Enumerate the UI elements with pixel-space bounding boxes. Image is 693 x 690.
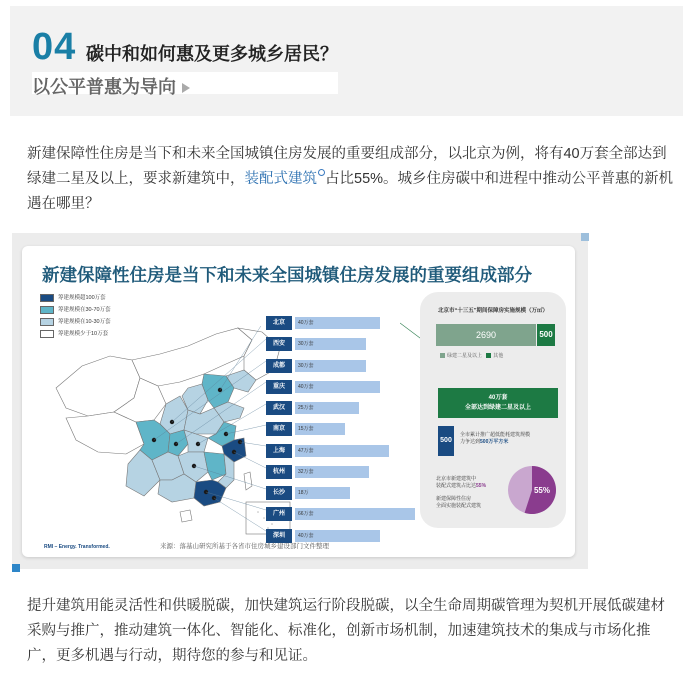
city-name: 重庆: [266, 380, 292, 394]
panel-text: 装配式建筑占比达: [436, 483, 477, 489]
city-value: 25万套: [298, 405, 314, 411]
legend-label: 筹建规模少于10万套: [58, 331, 109, 337]
beijing-panel: [420, 292, 566, 528]
green-box-line: 40万套: [488, 395, 508, 401]
city-row: [266, 442, 426, 461]
panel-text-line: [436, 483, 486, 490]
panel-text-line: 北京市新建建筑中: [436, 476, 477, 482]
panel-text: 力争达到: [460, 439, 481, 445]
green-building-bar: 2690: [436, 324, 536, 346]
city-name: 广州: [266, 507, 292, 521]
intro-text-after: 占比55%。城乡住房碳中和进程中推动公平普惠的新机遇在哪里？: [27, 171, 674, 212]
other-building-bar: 500: [537, 324, 555, 346]
panel-title: 北京市“十三五”期间保障房实施规模（万㎡）: [437, 308, 548, 314]
infographic-title: 新建保障性住房是当下和未来全国城镇住房发展的重要组成部分: [42, 265, 532, 285]
rmi-brand: RMI – Energy. Transformed.: [44, 544, 110, 550]
city-value: 32万套: [298, 468, 314, 475]
frame-corner-decoration: [581, 233, 589, 241]
figure-source: 来源：落基山研究所基于各省市住房城乡建设部门文件整理: [160, 543, 329, 550]
panel-highlight: 500万平方米: [480, 439, 509, 445]
city-name: 深圳: [266, 529, 292, 543]
intro-text-before: 新建保障性住房是当下和未来全国城镇住房发展的重要组成部分，以北京为例，将有40万套全部达到绿建二星及以上，要求新建筑中，: [27, 146, 667, 187]
infographic: [22, 246, 575, 557]
city-name: 杭州: [266, 465, 292, 479]
panel-text-line: 全面实施装配式建筑: [436, 503, 482, 509]
city-value: 47万套: [298, 447, 314, 454]
city-value: 66万套: [298, 511, 314, 518]
legend-label: 其他: [493, 353, 504, 359]
city-row: [266, 420, 426, 439]
closing-paragraph: 提升建筑用能灵活性和供暖脱碳，加快建筑运行阶段脱碳，以全生命周期碳管理为契机开展低碳建材采购与推广，推动建筑一体化、智能化、标准化，创新市场机制，加速建筑技术的集成与市场化推广，更多机遇与行动，期待您的参与和见证。: [27, 598, 665, 664]
city-row: [266, 484, 426, 503]
city-value: 40万套: [298, 532, 314, 539]
city-name: 武汉: [266, 401, 292, 415]
section-number: 04: [32, 26, 77, 68]
city-name: 成都: [266, 359, 292, 373]
section-subtitle: [32, 73, 190, 99]
green-target-box: [438, 388, 558, 418]
city-name: 上海: [266, 444, 292, 458]
prefab-share-pie: [506, 464, 558, 516]
legend-swatch: [440, 353, 445, 358]
china-map: [48, 326, 298, 536]
city-value: 40万套: [298, 320, 314, 326]
legend-swatch: [486, 353, 491, 358]
section-header: [10, 6, 683, 116]
panel-text-line: [460, 439, 530, 446]
city-row: [266, 463, 426, 482]
city-name: 北京: [266, 316, 292, 330]
search-icon[interactable]: [318, 169, 325, 176]
prefab-share-text: [436, 476, 486, 510]
legend-swatch: [40, 294, 54, 302]
legend-label: 筹建规模在30-70万套: [58, 307, 111, 313]
city-name: 西安: [266, 337, 292, 351]
legend-label: 筹建规模超100万套: [58, 295, 106, 301]
section-subtitle-box: [32, 72, 338, 97]
pie-label: 55%: [533, 486, 551, 495]
panel-text-line: 全市累计推广超低能耗建筑规模: [460, 432, 531, 438]
city-value: 40万套: [298, 383, 314, 390]
frame-corner-decoration: [12, 564, 20, 572]
ultra-low-energy-box: 500: [438, 426, 454, 456]
panel-text-line: 新建保障性住房: [436, 496, 472, 502]
legend-label: 筹建规模在10-30万套: [58, 319, 111, 325]
prefab-building-link[interactable]: 装配式建筑: [244, 171, 317, 187]
intro-paragraph: [27, 142, 677, 217]
section-subtitle-text: 以公平普惠为导向: [32, 77, 176, 97]
city-value: 30万套: [298, 341, 314, 348]
city-row: [266, 505, 426, 524]
green-box-line: 全部达到绿建二星及以上: [464, 405, 531, 411]
legend-swatch: [40, 306, 54, 314]
city-value: 18万: [298, 490, 309, 496]
panel-legend: [440, 352, 503, 359]
legend-item: [40, 294, 111, 304]
city-name: 长沙: [266, 486, 292, 500]
ultra-low-energy-text: [460, 432, 530, 446]
city-row: [266, 399, 426, 418]
city-value: 30万套: [298, 362, 314, 369]
play-arrow-icon: [182, 83, 190, 93]
panel-highlight: 55%: [476, 483, 487, 489]
legend-item: [40, 306, 111, 316]
city-value: 15万套: [298, 426, 314, 433]
legend-label: 绿建二星及以上: [447, 353, 483, 359]
section-title: 碳中和如何惠及更多城乡居民？: [86, 44, 338, 64]
legend-swatch: [40, 318, 54, 326]
city-name: 南京: [266, 422, 292, 436]
city-row: [266, 378, 426, 397]
